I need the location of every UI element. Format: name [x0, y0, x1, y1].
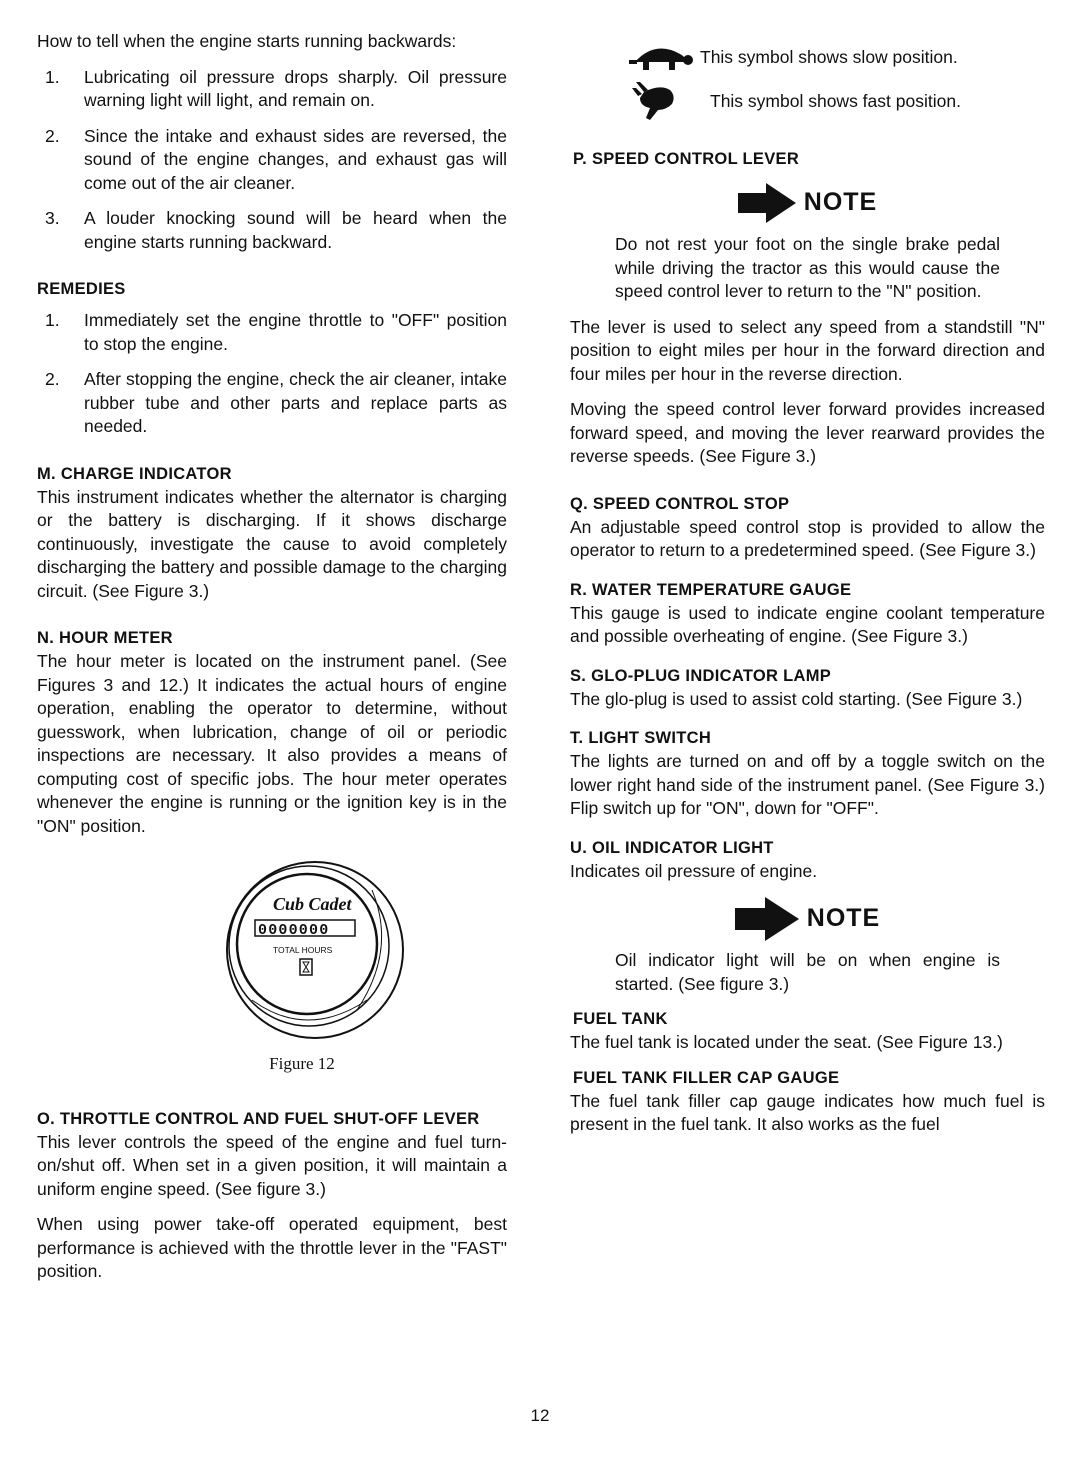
filler-cap-heading: FUEL TANK FILLER CAP GAUGE [573, 1068, 840, 1087]
list-item: 1. Lubricating oil pressure drops sharply. Oil pressure warning light will light, and remain on. [45, 66, 507, 110]
turtle-icon [625, 40, 695, 76]
list-item: 2. After stopping the engine, check the air cleaner, intake rubber tube and other parts and replace parts as needed. [45, 369, 507, 436]
section-o-heading: O. THROTTLE CONTROL AND FUEL SHUT-OFF LEVER [37, 1109, 480, 1128]
section-o-body-1: This lever controls the speed of the engine and fuel turn-on/shut off. When set in a given position, it will maintain a uniform engine speed. (See figure 3.) [37, 1131, 507, 1199]
note-body-1: Do not rest your foot on the single brake pedal while driving the tractor as this would cause the speed control lever to return to the "N" position. [615, 234, 1000, 301]
brand-logo: Cub Cadet [273, 894, 352, 914]
section-u-body: Indicates oil pressure of engine. [570, 860, 818, 881]
right-column [570, 36, 1045, 1149]
section-r-heading: R. WATER TEMPERATURE GAUGE [570, 580, 852, 599]
section-t-heading: T. LIGHT SWITCH [570, 729, 712, 747]
intro-text: How to tell when the engine starts running backwards: [37, 31, 457, 51]
section-p-body-2: Moving the speed control lever forward provides increased forward speed, and moving the lever rearward provides the reverse speeds. (See Figure 3.) [570, 399, 1045, 466]
section-m-body: This instrument indicates whether the alternator is charging or the battery is discharging. If it shows discharge continuously, investigate the cause to avoid completely discharging the battery and possible damage to the charging circuit. (See Figure 3.) [37, 486, 507, 601]
section-q-heading: Q. SPEED CONTROL STOP [570, 494, 790, 513]
slow-symbol-text: This symbol shows slow position. [700, 47, 958, 68]
section-q-body: An adjustable speed control stop is provided to allow the operator to return to a predetermined speed. (See Figure 3.) [570, 516, 1045, 560]
section-t-body: The lights are turned on and off by a toggle switch on the lower right hand side of the instrument panel. (See Figure 3.) Flip switch up for "ON", down for "OFF". [570, 751, 1045, 818]
slow-symbol-row [570, 36, 1045, 80]
note-callout-2 [570, 895, 1045, 943]
note-callout-1 [570, 179, 1045, 227]
section-n-heading: N. HOUR METER [37, 629, 173, 647]
figure-caption: Figure 12 [269, 1054, 335, 1073]
list-item: 2. Since the intake and exhaust sides are reversed, the sound of the engine changes, and exhaust gas will come out of the air cleaner. [45, 125, 507, 193]
list-item: 3. A louder knocking sound will be heard when the engine starts running backward. [45, 208, 507, 252]
section-o-body-2: When using power take-off operated equipment, best performance is achieved with the throttle lever in the "FAST" position. [37, 1214, 507, 1281]
section-m-heading: M. CHARGE INDICATOR [37, 464, 232, 483]
arrow-right-icon [735, 897, 799, 941]
total-hours-label: TOTAL HOURS [273, 945, 333, 955]
fast-symbol-text: This symbol shows fast position. [710, 91, 961, 112]
section-s-heading: S. GLO-PLUG INDICATOR LAMP [570, 666, 832, 685]
page-number: 12 [530, 1406, 550, 1425]
section-p-body-1: The lever is used to select any speed from a standstill "N" position to eight miles per hour in the forward direction and four miles per hour in the reverse direction. [570, 316, 1045, 384]
fuel-tank-body: The fuel tank is located under the seat. (See Figure 13.) [570, 1032, 1003, 1052]
section-s-body: The glo-plug is used to assist cold starting. (See Figure 3.) [570, 688, 1023, 709]
note-body-2: Oil indicator light will be on when engine is started. (See figure 3.) [615, 950, 1000, 994]
hour-meter-figure [37, 850, 507, 1050]
list-item: 1. Immediately set the engine throttle to "OFF" position to stop the engine. [45, 310, 507, 354]
symptom-list [37, 66, 507, 255]
filler-cap-body: The fuel tank filler cap gauge indicates how much fuel is present in the fuel tank. It also works as the fuel [570, 1090, 1045, 1134]
left-column [37, 30, 507, 1296]
remedies-list [37, 309, 507, 439]
note-label: NOTE [803, 188, 878, 217]
rabbit-icon [630, 80, 680, 124]
section-p-heading: P. SPEED CONTROL LEVER [573, 150, 800, 168]
hour-digits: 0000000 [258, 922, 330, 939]
fast-symbol-row [570, 80, 1045, 124]
section-n-body: The hour meter is located on the instrument panel. (See Figures 3 and 12.) It indicates the actual hours of engine operation, enabling the operator to determine, without guesswork, when lubrication, change of oil or periodic inspections are necessary. It also provides a means of computing cost of specific jobs. The hour meter operates whenever the engine is running or the ignition key is in the "ON" position. [37, 651, 507, 836]
section-u-heading: U. OIL INDICATOR LIGHT [570, 838, 774, 857]
section-r-body: This gauge is used to indicate engine coolant temperature and possible overheating of engine. (See Figure 3.) [570, 602, 1045, 646]
remedies-heading: REMEDIES [37, 280, 126, 298]
arrow-right-icon [738, 183, 796, 223]
fuel-tank-heading: FUEL TANK [573, 1010, 668, 1028]
note-label: NOTE [806, 904, 881, 933]
hour-meter-illustration [37, 850, 507, 1050]
